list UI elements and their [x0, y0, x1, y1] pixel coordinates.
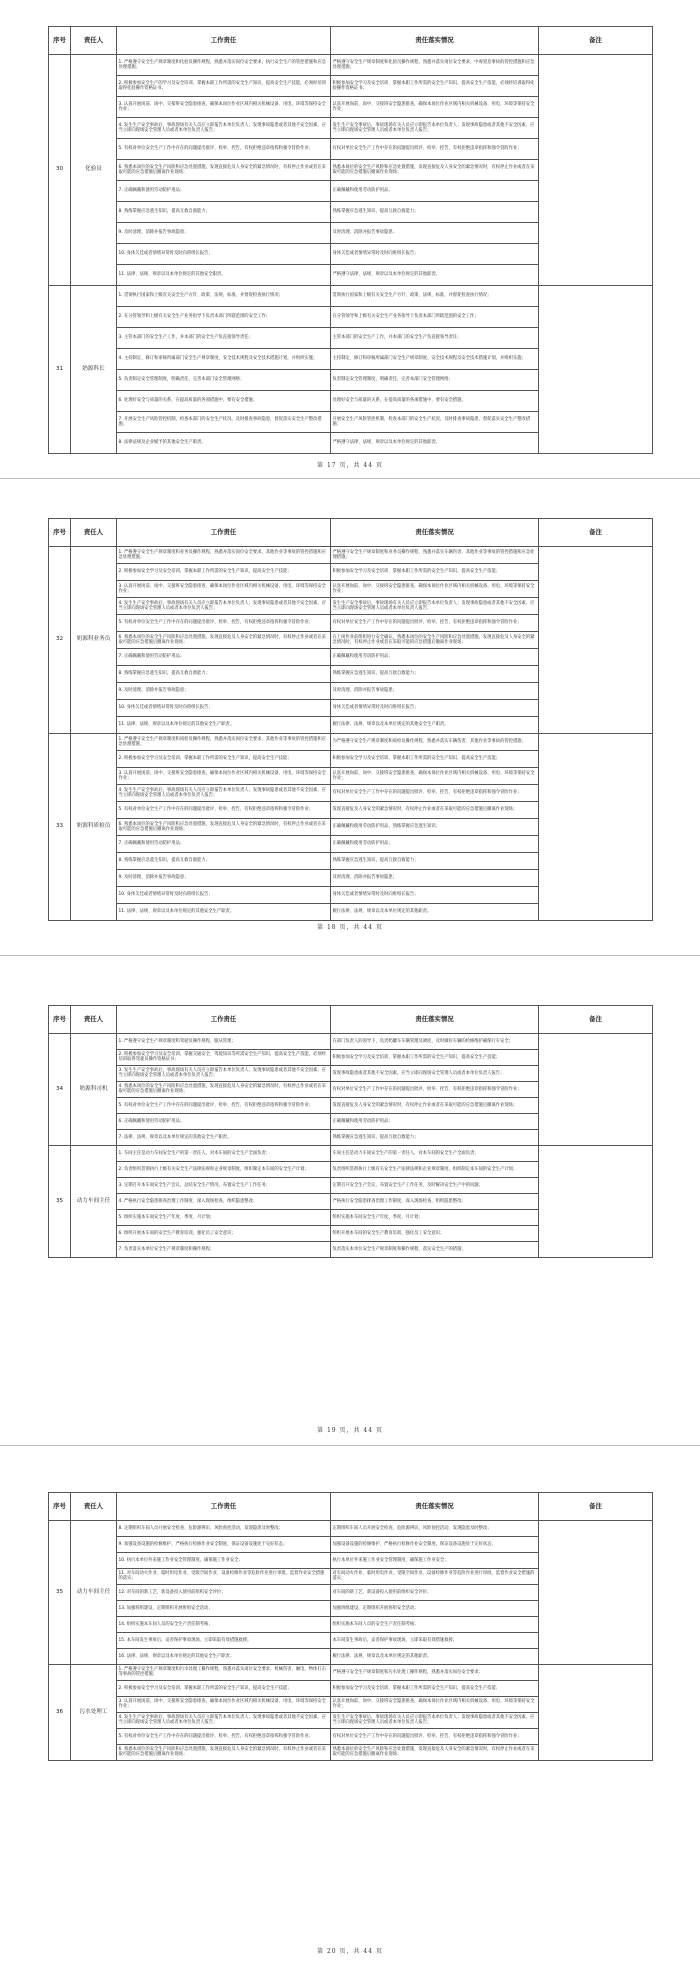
- duty-cell: 4. 熟悉本岗位的安全生产风险和应急处置措施，发现直接危及人身安全的紧急情况时，有权停止作业或者在采取可能的应急措施后撤离作业现场；: [117, 1081, 331, 1097]
- table-row: [49, 733, 653, 750]
- duty-cell: 7. 法律、法规、规章以及本单位规定的其他安全生产职责。: [117, 1129, 331, 1145]
- duty-cell: 2. 负责组织贯彻执行上级有关安全生产法律法规和企业规章制度，组织制定本车间的安全生产计划；: [117, 1161, 331, 1177]
- status-cell: 履行法律、法规、规章以及本单位规定的其他职责。: [331, 903, 539, 920]
- status-cell: 认真开展岗前、岗中、交接班安全隐患排查，确保本岗位作业区域内相关机械设备、用电、环境等保持安全作业；: [331, 96, 539, 117]
- col-person-header: 责任人: [71, 27, 117, 55]
- responsibility-table: [48, 1005, 653, 1258]
- status-cell: 正确佩戴和使用劳动防护用品，熟练掌握应急逃生知识；: [331, 818, 539, 835]
- duty-cell: 9. 及时清理、消除并报告事故隐患；: [117, 682, 331, 699]
- table-row: [49, 1520, 653, 1536]
- col-person-header: 责任人: [71, 1493, 117, 1521]
- status-cell: 有权对单位安全生产工作中存在的问题提出批评、检举、控告，有权拒绝违章指挥和强令冒险作业；: [331, 1728, 539, 1744]
- status-cell: 在上岗作业前组织进行安全确认，熟悉本岗位的安全生产风险和应急处置措施，发现直接危及人身安全的紧急情况时，有权停止作业或者在采取可能的应急措施后撤离作业现场；: [331, 631, 539, 648]
- status-cell: 在分管领导和上级有关安全生产业务指导下负责本部门所辖范围的安全工作；: [331, 306, 539, 327]
- duty-cell: 3. 发生生产安全事故后，事故现场有关人员应立即报告本单位负责人；发现事故隐患或者其他不安全因素，应当立即向现场安全管理人员或者本单位负责人报告；: [117, 1065, 331, 1081]
- status-cell: 积极参加安全学习及安全培训，掌握本职工作所需的安全生产知识，提高安全生产技能；: [331, 563, 539, 580]
- status-cell: 负责落实本单位安全生产规章制度和操作规程，落实安全生产的措施；: [331, 1241, 539, 1257]
- duty-cell: 6. 组织开展本车间的安全生产教育培训，强化员工安全意识；: [117, 1225, 331, 1241]
- responsibility-table: [48, 1492, 653, 1761]
- duty-cell: 16. 法律、法规、规章以及本单位规定的其他安全生产职责。: [117, 1648, 331, 1664]
- page-footer: 第 17 页，共 44 页: [317, 462, 383, 469]
- remark-cell: [539, 1664, 653, 1760]
- status-cell: 发生生产安全事故后，事故现场有关人员应立即报告本单位负责人；发现事故隐患或者其他不安全因素，应当立即向现场安全管理人员或者本单位负责人报告；: [331, 1712, 539, 1728]
- responsible-person: 奶源科业务员: [71, 546, 117, 733]
- status-cell: 严格遵守安全生产规章制度和业务员操作规程，熟悉并落实车辆伤害、其他作业等事故的管控措施和应急处理措施；: [331, 546, 539, 563]
- duty-cell: 11. 对车间动火作业、临时用电作业、受限空间作业、设备检修作业等危险作业进行审批，监督作业安全措施的落实；: [117, 1568, 331, 1584]
- col-status-header: 责任落实情况: [331, 27, 539, 55]
- duty-cell: 6. 熟悉本岗位的安全生产风险和应急处置措施，发现直接危及人身安全的紧急情况时，有权停止作业或者在采取可能的应急措施后撤离作业现场；: [117, 631, 331, 648]
- duty-cell: 7. 负责落实本单位安全生产规章制度和操作规程；: [117, 1241, 331, 1257]
- status-cell: 开展安全生产风险管控机制，检查本部门的安全生产状况，及时排查事故隐患，督促落实安全生产整改措施；: [331, 411, 539, 432]
- status-cell: 发现事故隐患或者其他不安全因素，应当立即向现场安全管理人员或者本单位负责人报告；: [331, 1065, 539, 1081]
- page-footer: 第 19 页，共 44 页: [317, 1427, 383, 1434]
- duty-cell: 2. 积极参加安全学习及安全培训，掌握本职工作所需的安全生产知识，提高安全生产技能；: [117, 1680, 331, 1696]
- page-20: [48, 1492, 652, 1761]
- col-remark-header: 备注: [539, 519, 653, 547]
- status-cell: 身体欠佳或者情绪异常时及时向班组长报告；: [331, 886, 539, 903]
- status-cell: 积极参加安全学习及安全培训，掌握本职工作所需的安全生产知识，提高安全生产技能；: [331, 750, 539, 767]
- status-cell: 严格遵守安全生产规章制度和化验员操作规程，熟悉并落实岗位安全要求，中毒窒息事故的管控措施和应急处理措施；: [331, 54, 539, 75]
- status-cell: 定期组织车间人员开展安全检查、危险源辨识、风险预控活动，发现隐患及时整改；: [331, 1520, 539, 1536]
- row-number: 35: [49, 1520, 71, 1664]
- duty-cell: 4. 主持制定、修订和审核所属部门安全生产规章制度、安全技术规程及安全技术措施计划，并组织实施；: [117, 348, 331, 369]
- page-divider: [0, 1445, 700, 1446]
- row-number: 30: [49, 54, 71, 285]
- duty-cell: 2. 积极参加安全学习及安全培训，掌握本职工作所需的安全生产知识，提高安全生产技能；: [117, 750, 331, 767]
- duty-cell: 6. 正确佩戴和使用劳动防护用品；: [117, 1113, 331, 1129]
- status-cell: 组织实施本车间安全生产年度、季度、月计划；: [331, 1209, 539, 1225]
- col-num-header: 序号: [49, 519, 71, 547]
- page-17: [48, 26, 652, 454]
- row-number: 31: [49, 285, 71, 453]
- duty-cell: 8. 法律法规及企业赋予的其他安全生产职责。: [117, 432, 331, 453]
- status-cell: 熟练掌握应急逃生知识，提高互救自救能力；: [331, 201, 539, 222]
- status-cell: 发生生产安全事故后，事故现场有关人员应立即报告本单位负责人；发现事故隐患或者其他不安全因素，应当立即向现场安全管理人员或者本单位负责人报告；: [331, 597, 539, 614]
- status-cell: 身体欠佳或者情绪异常时及时向班组长报告；: [331, 243, 539, 264]
- col-status-header: 责任落实情况: [331, 1006, 539, 1034]
- duty-cell: 3. 认真开展岗前、岗中、交接班安全隐患排查，确保本岗位作业区域内相关机械设备、用电、环境等保持安全作业；: [117, 96, 331, 117]
- col-remark-header: 备注: [539, 27, 653, 55]
- page-divider: [0, 955, 700, 956]
- duty-cell: 10. 身体欠佳或者情绪异常时及时向班组长报告；: [117, 243, 331, 264]
- status-cell: 在部门负责人的领导下，负责奶罐车车辆管理及调度，及时做好车辆的检修维护确保行车安全；: [331, 1033, 539, 1049]
- duty-cell: 9. 及时清理、消除并报告事故隐患；: [117, 222, 331, 243]
- duty-cell: 3. 认真开展岗前、岗中、交接班安全隐患排查，确保本岗位作业区域内相关机械设备、用电、环境等保持安全作业；: [117, 767, 331, 784]
- duty-cell: 12. 对车间的新工艺、新设备投入使用前组织安全评价；: [117, 1584, 331, 1600]
- responsibility-table: [48, 518, 653, 921]
- status-cell: 有权对单位安全生产工作中存在的问题提出批评、检举、控告，有权拒绝违章指挥和强令冒险作业；: [331, 784, 539, 801]
- status-cell: 有权对单位安全生产工作中存在的问题提出批评、检举、控告，有权拒绝违章指挥和强令冒险作业；: [331, 614, 539, 631]
- duty-cell: 1. 严格遵守安全生产规章制度和化验员操作规程，熟悉并落实岗位安全要求，执行安全生产的管控措施和应急处理措施；: [117, 54, 331, 75]
- remark-cell: [539, 285, 653, 453]
- remark-cell: [539, 54, 653, 285]
- status-cell: 积极参加安全学习及安全培训，掌握本职工作所需的安全生产知识，提高安全生产技能，必须经培训取得化验操作资格证书；: [331, 75, 539, 96]
- duty-cell: 10. 身体欠佳或者情绪异常时及时向班组长报告；: [117, 699, 331, 716]
- page-divider: [0, 478, 700, 479]
- status-cell: 处理好安全与质量的关系，在提高质量的各项措施中，要有安全措施；: [331, 390, 539, 411]
- status-cell: 主持制定、修订和审核所属部门安全生产规章制度、安全技术规程及安全技术措施计划，并组织实施；: [331, 348, 539, 369]
- duty-cell: 8. 熟练掌握应急逃生知识，提高互救自救能力；: [117, 852, 331, 869]
- status-cell: 正确佩戴和使用劳动防护用品；: [331, 1113, 539, 1129]
- page-footer: 第 18 页，共 44 页: [317, 924, 383, 931]
- duty-cell: 10. 执行本单位外来施工作业安全管理制度，确保施工作业安全；: [117, 1552, 331, 1568]
- duty-cell: 8. 熟练掌握应急逃生知识，提高互救自救能力；: [117, 201, 331, 222]
- duty-cell: 5. 有权对单位安全生产工作中存在的问题提出批评、检举、控告，有权拒绝违章指挥和强令冒险作业；: [117, 1097, 331, 1113]
- col-num-header: 序号: [49, 1006, 71, 1034]
- duty-cell: 10. 身体欠佳或者情绪异常时及时向班组长报告；: [117, 886, 331, 903]
- row-number: 33: [49, 733, 71, 920]
- responsible-person: 动力车间主任: [71, 1520, 117, 1664]
- status-cell: 负责组织贯彻执行上级有关安全生产法律法规和企业规章制度，组织制定本车间的安全生产计划；: [331, 1161, 539, 1177]
- status-cell: 有权对单位安全生产工作中存在的问题提出批评、检举、控告，有权拒绝违章指挥和强令冒险作业；: [331, 1081, 539, 1097]
- duty-cell: 7. 正确佩戴和使用劳动防护用品；: [117, 835, 331, 852]
- page-18: [48, 518, 652, 921]
- status-cell: 主管本部门的安全生产工作，并本部门的安全生产负直接领导责任；: [331, 327, 539, 348]
- duty-cell: 1. 严格遵守安全生产规章制度和驾驶员操作规程，服从管理；: [117, 1033, 331, 1049]
- responsible-person: 污水处理工: [71, 1664, 117, 1760]
- table-row: [49, 285, 653, 306]
- status-cell: 对车间动火作业、临时用电作业、受限空间作业、设备检修作业等危险作业进行审批，监督作业安全措施的落实；: [331, 1568, 539, 1584]
- status-cell: 及时清理、消除并报告事故隐患；: [331, 869, 539, 886]
- status-cell: 履行法律、法规、规章以及本单位规定的其他职责。: [331, 1648, 539, 1664]
- status-cell: 正确佩戴和使用劳动防护用品；: [331, 835, 539, 852]
- status-cell: 及时清理、消除并报告事故隐患；: [331, 682, 539, 699]
- table-row: [49, 1033, 653, 1049]
- header-row: [49, 1006, 653, 1034]
- header-row: [49, 1493, 653, 1521]
- duty-cell: 7. 正确佩戴和使用劳动防护用品；: [117, 648, 331, 665]
- row-number: 32: [49, 546, 71, 733]
- page-footer: 第 20 页，共 44 页: [317, 1948, 383, 1955]
- duty-cell: 8. 熟练掌握应急逃生知识，提高互救自救能力；: [117, 665, 331, 682]
- status-cell: 负责制定安全管理制度，明确责任，完善本部门安全管理网络；: [331, 369, 539, 390]
- status-cell: 严格遵守安全生产规章制度和污水处理工操作规程，熟悉并落实岗位安全要求；: [331, 1664, 539, 1680]
- status-cell: 积极参加安全学习及安全培训，掌握本职工作所需的安全生产知识，提高安全生产技能；: [331, 1680, 539, 1696]
- duty-cell: 2. 积极参加安全学习及安全培训，掌握交通安全、驾驶知识等所需安全生产知识，提高安全生产技能，必须经培训取得驾驶员操作资格证书；: [117, 1049, 331, 1065]
- page-19: [48, 1005, 652, 1258]
- duty-cell: 3. 主管本部门的安全生产工作，并本部门的安全生产负直接领导责任；: [117, 327, 331, 348]
- status-cell: 加强班组建设，定期组织开展班组安全活动；: [331, 1600, 539, 1616]
- status-cell: 贯彻执行国家和上级有关安全生产方针、政策、法规、标准，并督促检查执行情况；: [331, 285, 539, 306]
- status-cell: 熟练掌握应急逃生知识，提高互救自救能力；: [331, 665, 539, 682]
- col-person-header: 责任人: [71, 519, 117, 547]
- status-cell: 组织开展本车间的安全生产教育培训，强化员工安全意识；: [331, 1225, 539, 1241]
- duty-cell: 5. 有权对单位安全生产工作中存在的问题提出批评、检举、控告，有权拒绝违章指挥和强令冒险作业；: [117, 801, 331, 818]
- status-cell: 加强设备设施的检修维护，严格执行检修作业安全制度，保证设备设施处于完好状态；: [331, 1536, 539, 1552]
- status-cell: 车间主任是动力车间安全生产的第一责任人，对本车间的安全生产全面负责；: [331, 1145, 539, 1161]
- duty-cell: 1. 严格遵守安全生产规章制度和污水处理工操作规程，熟悉并落实岗位安全要求，机械伤害、触电、物体打击等事故的管控措施；: [117, 1664, 331, 1680]
- duty-cell: 15. 本车间发生事故后，妥善保护事故现场，立即采取有效措施救援；: [117, 1632, 331, 1648]
- duty-cell: 8. 定期组织车间人员开展安全检查、危险源辨识、风险预控活动，发现隐患及时整改；: [117, 1520, 331, 1536]
- status-cell: 发现直接危及人身安全的紧急情况时，有权停止作业或者在采取可能的应急措施后撤离作业现场；: [331, 801, 539, 818]
- col-duty-header: 工作责任: [117, 27, 331, 55]
- col-person-header: 责任人: [71, 1006, 117, 1034]
- status-cell: 为严格遵守安全生产规章制度和质检员操作规程，熟悉并落实车辆伤害、其他作业等事故的管控措施；: [331, 733, 539, 750]
- header-row: [49, 27, 653, 55]
- status-cell: 熟悉本岗位的安全生产风险和应急处置措施，发现直接危及人身安全的紧急情况时，有权停止作业或者在采取可能的应急措施后撤离作业现场；: [331, 159, 539, 180]
- row-number: 36: [49, 1664, 71, 1760]
- duty-cell: 9. 加强设备设施的检修维护，严格执行检修作业安全制度，保证设备设施处于完好状态；: [117, 1536, 331, 1552]
- status-cell: 积极参加安全学习及安全培训，掌握本职工作所需的安全生产知识，提高安全生产技能；: [331, 1049, 539, 1065]
- duty-cell: 13. 加强班组建设，定期组织开展班组安全活动；: [117, 1600, 331, 1616]
- status-cell: 发生生产安全事故后，事故现场有关人员应立即报告本单位负责人；发现事故隐患或者其他不安全因素，应当立即向现场安全管理人员或者本单位负责人报告；: [331, 117, 539, 138]
- duty-cell: 1. 严格遵守安全生产规章制度和质检员操作规程，熟悉并落实岗位安全要求，其他作业等事故的管控措施和应急处理措施；: [117, 733, 331, 750]
- status-cell: 定期召开安全生产会议，布置安全生产工作任务，及时解决安全生产中的问题；: [331, 1177, 539, 1193]
- status-cell: 组织实施本车间人员的安全生产责任制考核；: [331, 1616, 539, 1632]
- col-duty-header: 工作责任: [117, 519, 331, 547]
- status-cell: 熟练掌握应急逃生知识，提高互救自救能力；: [331, 1129, 539, 1145]
- status-cell: 身体欠佳或者情绪异常时及时向班组长报告；: [331, 699, 539, 716]
- status-cell: 正确佩戴和使用劳动防护用品；: [331, 648, 539, 665]
- responsible-person: 奶源科长: [71, 285, 117, 453]
- duty-cell: 4. 发生生产安全事故后，事故现场有关人员应立即报告本单位负责人；发现事故隐患或者其他不安全因素，应当立即向现场安全管理人员或者本单位负责人报告；: [117, 784, 331, 801]
- duty-cell: 4. 发生生产安全事故后，事故现场有关人员应立即报告本单位负责人；发现事故隐患或者其他不安全因素，应当立即向现场安全管理人员或者本单位负责人报告；: [117, 1712, 331, 1728]
- status-cell: 严格遵守法律、法规、规章以及本单位规定的其他职责。: [331, 264, 539, 285]
- status-cell: 发现直接危及人身安全的紧急情况时，有权停止作业或者在采取可能的应急措施后撤离作业现场；: [331, 1097, 539, 1113]
- duty-cell: 2. 在分管领导和上级有关安全生产业务指导下负责本部门所辖范围的安全工作；: [117, 306, 331, 327]
- status-cell: 严格执行安全隐患排查治理工作制度，深入现场检查，组织隐患整改；: [331, 1193, 539, 1209]
- responsible-person: 奶源科质检员: [71, 733, 117, 920]
- status-cell: 履行法律、法规、规章以及本单位规定的其他安全生产职责。: [331, 716, 539, 733]
- header-row: [49, 519, 653, 547]
- col-remark-header: 备注: [539, 1006, 653, 1034]
- row-number: 35: [49, 1145, 71, 1257]
- status-cell: 认真开展岗前、岗中、交接班安全隐患排查，确保本岗位作业区域内相关机械设备、用电、环境等保持安全作业；: [331, 767, 539, 784]
- table-row: [49, 54, 653, 75]
- remark-cell: [539, 1520, 653, 1664]
- responsible-person: 动力车间主任: [71, 1145, 117, 1257]
- remark-cell: [539, 733, 653, 920]
- table-row: [49, 1664, 653, 1680]
- remark-cell: [539, 546, 653, 733]
- responsible-person: 奶源科司机: [71, 1033, 117, 1145]
- duty-cell: 11. 法律、法规、规章以及本单位规定的其他安全职责。: [117, 264, 331, 285]
- responsible-person: 化验员: [71, 54, 117, 285]
- status-cell: 认真开展岗前、岗中、交接班安全隐患排查，确保本岗位作业区域内相关机械设备、用电、环境等保持安全作业；: [331, 1696, 539, 1712]
- duty-cell: 11. 法律、法规、规章以及本单位规定的其他安全生产职责。: [117, 716, 331, 733]
- status-cell: 对车间的新工艺、新设备投入使用前组织安全评价；: [331, 1584, 539, 1600]
- status-cell: 认真开展岗前、岗中、交接班安全隐患排查，确保本岗位作业区域内相关机械设备、用电、环境等保持安全作业；: [331, 580, 539, 597]
- col-num-header: 序号: [49, 1493, 71, 1521]
- duty-cell: 4. 发生生产安全事故后，事故现场有关人员应立即报告本单位负责人；发现事故隐患或者其他不安全因素，应当立即向现场安全管理人员或者本单位负责人报告；: [117, 117, 331, 138]
- status-cell: 正确佩戴和使用劳动防护用品；: [331, 180, 539, 201]
- duty-cell: 4. 发生生产安全事故后，事故现场有关人员应立即报告本单位负责人；发现事故隐患或者其他不安全因素，应当立即向现场安全管理人员或者本单位负责人报告；: [117, 597, 331, 614]
- row-number: 34: [49, 1033, 71, 1145]
- table-row: [49, 1145, 653, 1161]
- status-cell: 执行本单位外来施工作业安全管理制度，确保施工作业安全；: [331, 1552, 539, 1568]
- duty-cell: 5. 有权对单位安全生产工作中存在的问题提出批评、检举、控告，有权拒绝违章指挥和强令冒险作业；: [117, 138, 331, 159]
- duty-cell: 6. 熟悉本岗位的安全生产风险和应急处置措施，发现直接危及人身安全的紧急情况时，有权停止作业或者在采取可能的应急措施后撤离作业现场；: [117, 1744, 331, 1760]
- duty-cell: 1. 贯彻执行国家和上级有关安全生产方针、政策、法规、标准，并督促检查执行情况；: [117, 285, 331, 306]
- status-cell: 熟练掌握应急逃生知识，提高互救自救能力；: [331, 852, 539, 869]
- status-cell: 及时清理、消除并报告事故隐患；: [331, 222, 539, 243]
- table-row: [49, 546, 653, 563]
- col-status-header: 责任落实情况: [331, 519, 539, 547]
- status-cell: 有权对单位安全生产工作中存在的问题提出批评、检举、控告，有权拒绝违章指挥和强令冒险作业；: [331, 138, 539, 159]
- duty-cell: 7. 正确佩戴和使用劳动防护用品；: [117, 180, 331, 201]
- duty-cell: 3. 认真开展岗前、岗中、交接班安全隐患排查，确保本岗位作业区域内相关机械设备、用电、环境等保持安全作业；: [117, 580, 331, 597]
- responsibility-table: [48, 26, 653, 454]
- duty-cell: 5. 组织实施本车间安全生产年度、季度、月计划；: [117, 1209, 331, 1225]
- remark-cell: [539, 1145, 653, 1257]
- duty-cell: 1. 严格遵守安全生产规章制度和业务员操作规程，熟悉并落实岗位安全要求，其他作业等事故的管控措施和应急处理措施；: [117, 546, 331, 563]
- duty-cell: 1. 车间主任是动力车间安全生产的第一责任人，对本车间的安全生产全面负责；: [117, 1145, 331, 1161]
- duty-cell: 6. 熟悉本岗位的安全生产风险和应急处置措施，发现直接危及人身安全的紧急情况时，有权停止作业或者在采取可能的应急措施后撤离作业现场；: [117, 818, 331, 835]
- duty-cell: 5. 有权对单位安全生产工作中存在的问题提出批评、检举、控告，有权拒绝违章指挥和强令冒险作业；: [117, 614, 331, 631]
- col-num-header: 序号: [49, 27, 71, 55]
- duty-cell: 5. 负责制定安全管理制度，明确责任，完善本部门安全管理网络；: [117, 369, 331, 390]
- status-cell: 本车间发生事故后，妥善保护事故现场，立即采取有效措施救援；: [331, 1632, 539, 1648]
- duty-cell: 9. 及时清理、消除并报告事故隐患；: [117, 869, 331, 886]
- col-duty-header: 工作责任: [117, 1493, 331, 1521]
- duty-cell: 4. 严格执行安全隐患排查治理工作制度，深入现场检查，组织隐患整改；: [117, 1193, 331, 1209]
- duty-cell: 14. 组织实施本车间人员的安全生产责任制考核；: [117, 1616, 331, 1632]
- duty-cell: 5. 有权对单位安全生产工作中存在的问题提出批评、检举、控告，有权拒绝违章指挥和强令冒险作业；: [117, 1728, 331, 1744]
- duty-cell: 6. 熟悉本岗位的安全生产风险和应急处置措施，发现直接危及人身安全的紧急情况时，有权停止作业或者在采取可能的应急措施后撤离作业现场；: [117, 159, 331, 180]
- duty-cell: 11. 法律、法规、规章以及本单位规定的其他安全生产职责。: [117, 903, 331, 920]
- duty-cell: 3. 认真开展岗前、岗中、交接班安全隐患排查，确保本岗位作业区域内相关机械设备、用电、环境等保持安全作业；: [117, 1696, 331, 1712]
- duty-cell: 2. 积极参加安全学习及安全培训，掌握本职工作所需的安全生产知识，提高安全生产技能；: [117, 563, 331, 580]
- duty-cell: 2. 积极参加安全生产的学习及安全培训，掌握本职工作所需的安全生产知识，提高安全生产技能，必须经培训取得化验操作资格证书；: [117, 75, 331, 96]
- status-cell: 熟悉本岗位的安全生产风险和应急处置措施，发现直接危及人身安全的紧急情况时，有权停止作业或者在采取可能的应急措施后撤离作业现场；: [331, 1744, 539, 1760]
- col-status-header: 责任落实情况: [331, 1493, 539, 1521]
- remark-cell: [539, 1033, 653, 1145]
- status-cell: 严格遵守法律、法规、规章以及本单位规定的其他职责。: [331, 432, 539, 453]
- duty-cell: 7. 开展安全生产风险管控机制，检查本部门的安全生产状况，及时排查事故隐患，督促落实安全生产整改措施；: [117, 411, 331, 432]
- col-remark-header: 备注: [539, 1493, 653, 1521]
- duty-cell: 6. 处理好安全与质量的关系，在提高质量的各项措施中，要有安全措施；: [117, 390, 331, 411]
- col-duty-header: 工作责任: [117, 1006, 331, 1034]
- duty-cell: 3. 定期召开本车间安全生产会议，总结安全生产情况，布置安全生产工作任务；: [117, 1177, 331, 1193]
